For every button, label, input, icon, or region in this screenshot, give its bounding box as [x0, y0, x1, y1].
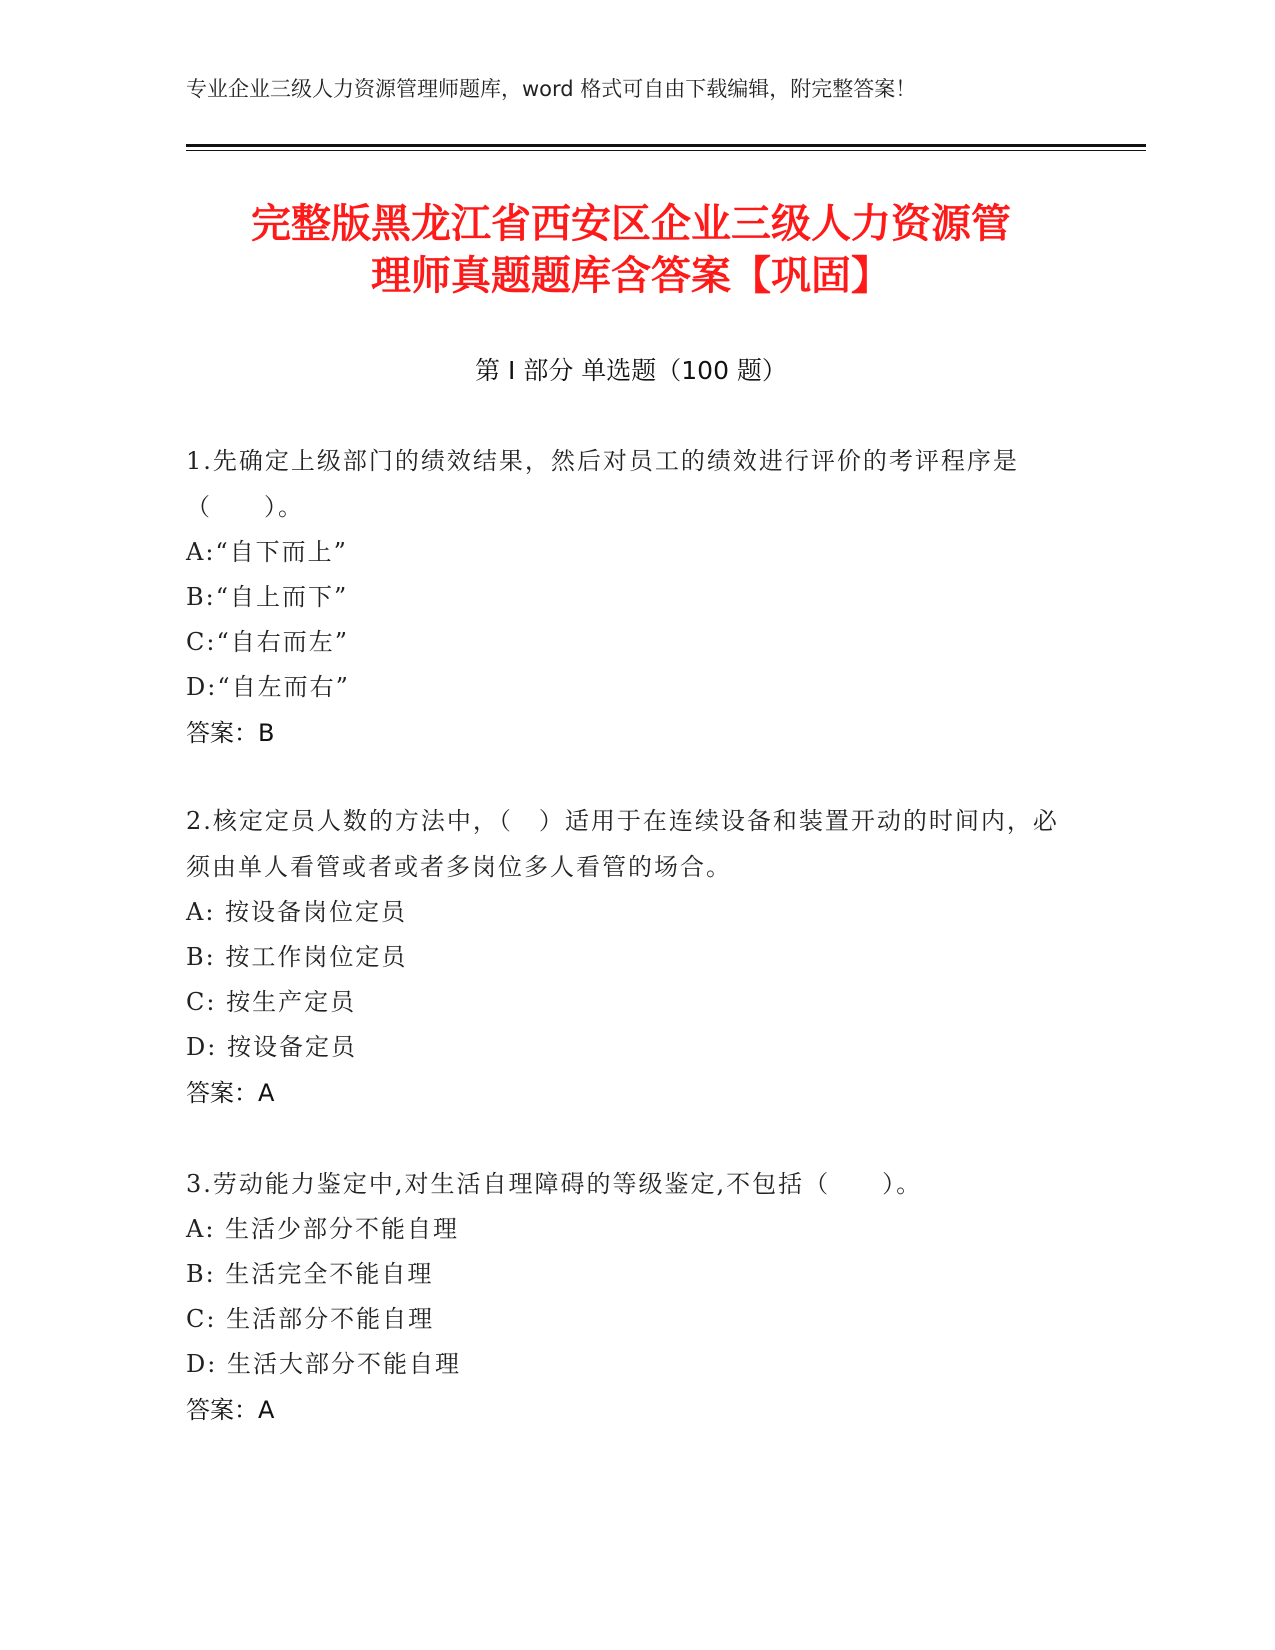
- question-stem: 3.劳动能力鉴定中,对生活自理障碍的等级鉴定,不包括（ ）。: [186, 1170, 923, 1198]
- document-title-line-1: 完整版黑龙江省西安区企业三级人力资源管: [251, 201, 1011, 247]
- option-b: B: 按工作岗位定员: [186, 943, 408, 971]
- option-a: A: 生活少部分不能自理: [186, 1215, 460, 1243]
- header-divider-thick: [186, 144, 1146, 147]
- question-2: [186, 798, 1066, 1116]
- question-1: [186, 438, 1066, 756]
- option-c: C:“自右而左”: [186, 628, 349, 656]
- option-d: D:“自左而右”: [186, 673, 350, 701]
- option-c: C: 生活部分不能自理: [186, 1305, 435, 1333]
- option-c: C: 按生产定员: [186, 988, 357, 1016]
- option-a: A: 按设备岗位定员: [186, 898, 408, 926]
- option-a: A:“自下而上”: [186, 538, 348, 566]
- answer: 答案：A: [186, 1396, 275, 1424]
- answer: 答案：B: [186, 719, 275, 747]
- question-stem: 2.核定定员人数的方法中，（ ）适用于在连续设备和装置开动的时间内，必须由单人看管或者或者多岗位多人看管的场合。: [186, 807, 1059, 881]
- option-d: D: 生活大部分不能自理: [186, 1350, 461, 1378]
- document-title-line-2: 理师真题题库含答案【巩固】: [371, 253, 891, 299]
- section-heading: 第 I 部分 单选题（100 题）: [475, 356, 787, 385]
- option-b: B: 生活完全不能自理: [186, 1260, 434, 1288]
- option-d: D: 按设备定员: [186, 1033, 357, 1061]
- question-3: [186, 1161, 1066, 1433]
- header-divider-thin: [186, 150, 1146, 151]
- option-b: B:“自上而下”: [186, 583, 349, 611]
- question-stem: 1.先确定上级部门的绩效结果，然后对员工的绩效进行评价的考评程序是（ ）。: [186, 447, 1019, 521]
- document-title: [186, 198, 1076, 302]
- header-note: 专业企业三级人力资源管理师题库，word 格式可自由下载编辑，附完整答案！: [186, 77, 917, 101]
- answer: 答案：A: [186, 1079, 275, 1107]
